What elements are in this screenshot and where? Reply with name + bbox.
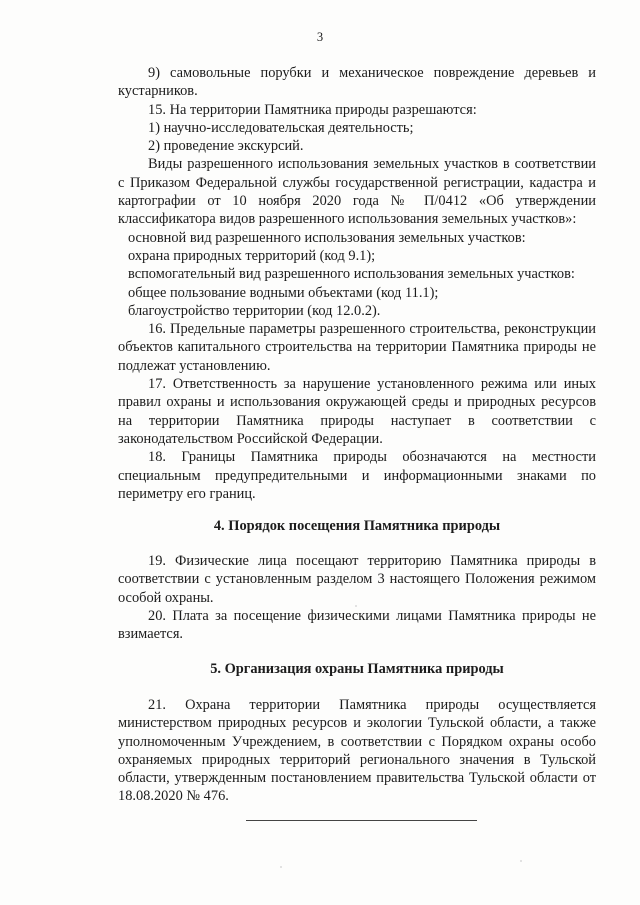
page-number: 3: [316, 30, 324, 44]
scan-speck: [412, 180, 414, 182]
item-21: 21. Охрана территории Памятника природы осуществляется министерством природных ресурсов и экологии Тульской области, а также уполномоченным Учреждением, в соответствии с Порядком охраны особо охраняемых природных территорий регионального значения в Тульской области, утвержденным постановлением правительства Тульской области от 18.08.2020 № 476.: [118, 697, 596, 805]
land-use-types-intro: Виды разрешенного использования земельных участков в соответствии с Приказом Федеральной службы государственной регистрации, кадастра и картографии от 10 ноября 2020 года № П/0412 «Об утверждении классификатора видов разрешенного использования земельных участков»:: [118, 156, 596, 228]
section-4-heading: 4. Порядок посещения Памятника природы: [213, 518, 501, 534]
item-15-2: 2) проведение экскурсий.: [148, 138, 304, 155]
body-block-1: [118, 64, 596, 503]
item-17: 17. Ответственность за нарушение установленного режима или иных правил охраны и использования окружающей среды и природных ресурсов на территории Памятника природы наступает в соответствии с законодательством Российской Федерации.: [118, 376, 596, 447]
item-19: 19. Физические лица посещают территорию Памятника природы в соответствии с установленным разделом 3 настоящего Положения режимом особой охраны.: [118, 553, 596, 606]
item-16: 16. Предельные параметры разрешенного строительства, реконструкции объектов капитального строительства на территории Памятника природы не подлежат установлению.: [118, 321, 596, 374]
item-20: 20. Плата за посещение физическими лицами Памятника природы не взимается.: [118, 607, 596, 643]
scan-speck: [355, 605, 357, 607]
item-18: 18. Границы Памятника природы обозначаются на местности специальным предупредительными и информационными знаками по периметру его границ.: [118, 449, 596, 502]
section-4-body: [118, 552, 596, 643]
section-5-body: [118, 696, 596, 806]
aux-use-type-value-1: общее пользование водными объектами (код 11.1);: [128, 284, 439, 301]
main-use-type-value: охрана природных территорий (код 9.1);: [128, 247, 376, 264]
closing-rule: [246, 820, 477, 821]
aux-use-type-value-2: благоустройство территории (код 12.0.2).: [128, 302, 381, 319]
scan-speck: [520, 860, 522, 862]
aux-use-type: вспомогательный вид разрешенного использования земельных участков:: [128, 266, 575, 283]
main-use-type: основной вид разрешенного использования земельных участков:: [128, 229, 526, 246]
section-5-heading: 5. Организация охраны Памятника природы: [210, 661, 504, 677]
scan-speck: [548, 398, 550, 400]
scan-speck: [280, 866, 282, 868]
item-9: 9) самовольные порубки и механическое повреждение деревьев и кустарников.: [118, 65, 596, 100]
item-15: 15. На территории Памятника природы разрешаются:: [148, 101, 477, 118]
item-15-1: 1) научно-исследовательская деятельность;: [148, 119, 414, 136]
